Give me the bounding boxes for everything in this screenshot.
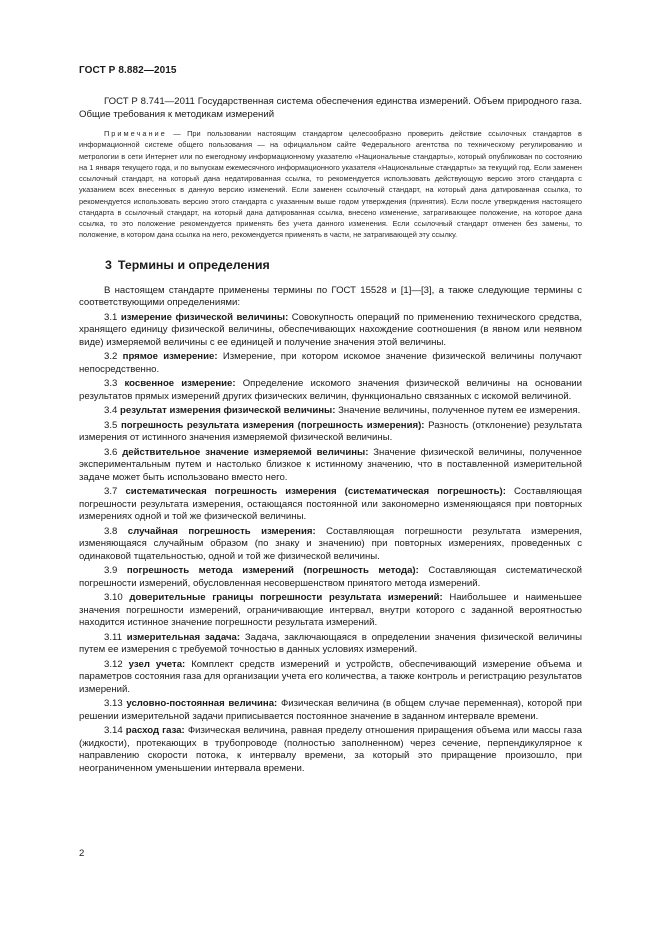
term-name: результат измерения физической величины:: [120, 405, 336, 416]
term-text: Составляющая погрешности результата измерения, изменяющаяся случайным образом (по знаку и значению) при повторных измерениях, проведенных с одинаковой тщательностью, одной и той же физической величины.: [79, 525, 582, 562]
term-definition: [79, 405, 582, 418]
term-name: систематическая погрешность измерения (систематическая погрешность):: [125, 486, 506, 497]
term-text: Разность (отклонение) результата измерения от истинного значения измеряемой физической величины.: [79, 419, 582, 443]
term-name: условно-постоянная величина:: [126, 698, 278, 709]
term-name: доверительные границы погрешности результата измерений:: [129, 592, 443, 603]
term-text: Значение величины, полученное путем ее измерения.: [338, 405, 581, 416]
term-text: Совокупность операций по применению технического средства, хранящего единицу физической величины, обеспечивающих нахождение соотношения (в явном или неявном виде) измеряемой величины с ее единицей и получение значения этой величины.: [79, 311, 583, 348]
section-number: 3: [105, 257, 112, 272]
terms-list: [79, 312, 582, 776]
page-number: 2: [79, 848, 85, 859]
term-number: 3.14: [104, 725, 123, 736]
term-number: 3.8: [104, 525, 118, 537]
term-text: Значение физической величины, полученное экспериментальным путем и настолько близкое к истинному значению, что в поставленной измерительной задаче может быть использовано вместо него.: [79, 446, 582, 483]
section-title: Термины и определения: [117, 257, 270, 272]
term-number: 3.10: [104, 592, 123, 603]
term-text: Физическая величина (в общем случае переменная), которой при решении измерительной задачи приписывается постоянное значение в заданном интервале времени.: [79, 698, 582, 722]
term-name: погрешность результата измерения (погрешность измерения):: [120, 419, 425, 431]
term-number: 3.2: [104, 351, 118, 362]
note-text: — При пользовании настоящим стандартом целесообразно проверить действие ссылочных стандартов в информационной системе общего пользования — на официальном сайте Федерального агентства по техническому регулированию и метрологии в сети Интернет или по ежегодному информационному указателю «Национальные стандарты», который опубликован по состоянию на 1 января текущего года, и по выпускам ежемесячного информационного указателя «Национальные стандарты» за текущий год. Если заменен ссылочный стандарт, на который дана недатированная ссылка, то рекомендуется использовать действующую версию этого стандарта с указанием всех внесенных в данную версию изменений. Если заменен ссылочный стандарт, на который дана датированная ссылка, то рекомендуется использовать версию этого стандарта с указанным выше годом утверждения (принятия). Если после утверждения настоящего стандарта в ссылочный стандарт, на который дана датированная ссылка, внесено изменение, затрагивающее положение, на которое дана ссылка, то это положение рекомендуется применять без учета данного изменения. Если ссылочный стандарт отменен без замены, то положение, в котором дана ссылка на него, рекомендуется применять в части, не затрагивающей эту ссылку.: [79, 129, 582, 240]
term-name: расход газа:: [125, 725, 185, 736]
term-number: 3.12: [104, 658, 123, 670]
document-body: [79, 95, 582, 777]
term-number: 3.5: [104, 419, 118, 431]
section-intro: В настоящем стандарте применены термины по ГОСТ 15528 и [1]—[3], а также следующие термины с соответствующими определениями:: [79, 284, 582, 308]
term-text: Составляющая погрешности результата измерения, остающаяся постоянной или закономерно изменяющаяся при повторных измерениях одной и той же физической величины.: [79, 486, 583, 522]
term-name: случайная погрешность измерения:: [127, 525, 316, 537]
term-text: Задача, заключающаяся в определении значения физической величины путем ее измерения с требуемой точностью в данных условиях измерений.: [79, 631, 582, 655]
term-definition: [79, 378, 582, 403]
term-definition: [79, 486, 582, 524]
term-text: Физическая величина, равная пределу отношения приращения объема или массы газа (жидкости), протекающих в трубопроводе (полностью заполненном) через сечение, перпендикулярное к направлению скорости потока, к интервалу времени, за который это приращение произошло, при неограниченном уменьшении интервала времени.: [79, 725, 582, 774]
term-definition: [79, 725, 582, 775]
term-number: 3.6: [104, 446, 118, 458]
term-definition: [79, 447, 582, 485]
term-name: узел учета:: [128, 658, 186, 670]
term-name: измерение физической величины:: [120, 311, 289, 323]
term-definition: [79, 632, 582, 657]
term-definition: [79, 592, 582, 630]
term-number: 3.13: [104, 698, 123, 709]
term-definition: [79, 659, 582, 697]
term-text: Составляющая систематической погрешности измерений, обусловленная несовершенством принятого метода измерений.: [79, 565, 582, 589]
term-definition: [79, 698, 582, 723]
term-number: 3.3: [104, 378, 118, 389]
term-number: 3.1: [104, 311, 118, 323]
term-name: действительное значение измеряемой величины:: [122, 446, 369, 458]
term-definition: [79, 312, 582, 350]
document-header: ГОСТ Р 8.882—2015: [79, 65, 177, 76]
term-text: Наибольшее и наименьшее значения погрешности измерений, ограничивающие интервал, внутри которого с заданной вероятностью находится истинное значение погрешности результата измерений.: [79, 592, 582, 628]
term-name: косвенное измерение:: [124, 378, 236, 389]
term-text: Измерение, при котором искомое значение физической величины получают непосредственно.: [79, 351, 582, 375]
term-name: измерительная задача:: [126, 631, 241, 643]
term-name: погрешность метода измерений (погрешность метода):: [126, 565, 419, 576]
term-number: 3.4: [104, 405, 118, 416]
term-number: 3.9: [104, 565, 118, 576]
term-definition: [79, 565, 582, 590]
note-block: [79, 128, 582, 241]
section-heading: [105, 258, 582, 272]
term-definition: [79, 351, 582, 376]
reference-entry: ГОСТ Р 8.741—2011 Государственная система обеспечения единства измерений. Объем природного газа. Общие требования к методикам измерений: [79, 96, 582, 120]
term-name: прямое измерение:: [122, 351, 218, 362]
term-definition: [79, 420, 582, 445]
term-definition: [79, 526, 582, 564]
term-text: Определение искомого значения физической величины на основании результатов прямых измерений других физических величин, функционально связанных с искомой величиной.: [79, 378, 582, 402]
term-text: Комплект средств измерений и устройств, обеспечивающий измерение объема и параметров состояния газа для организации учета его количества, а также контроль и регистрацию результатов измерений.: [79, 658, 583, 695]
term-number: 3.7: [104, 486, 118, 497]
note-label: Примечание: [104, 129, 167, 138]
term-number: 3.11: [104, 631, 122, 643]
